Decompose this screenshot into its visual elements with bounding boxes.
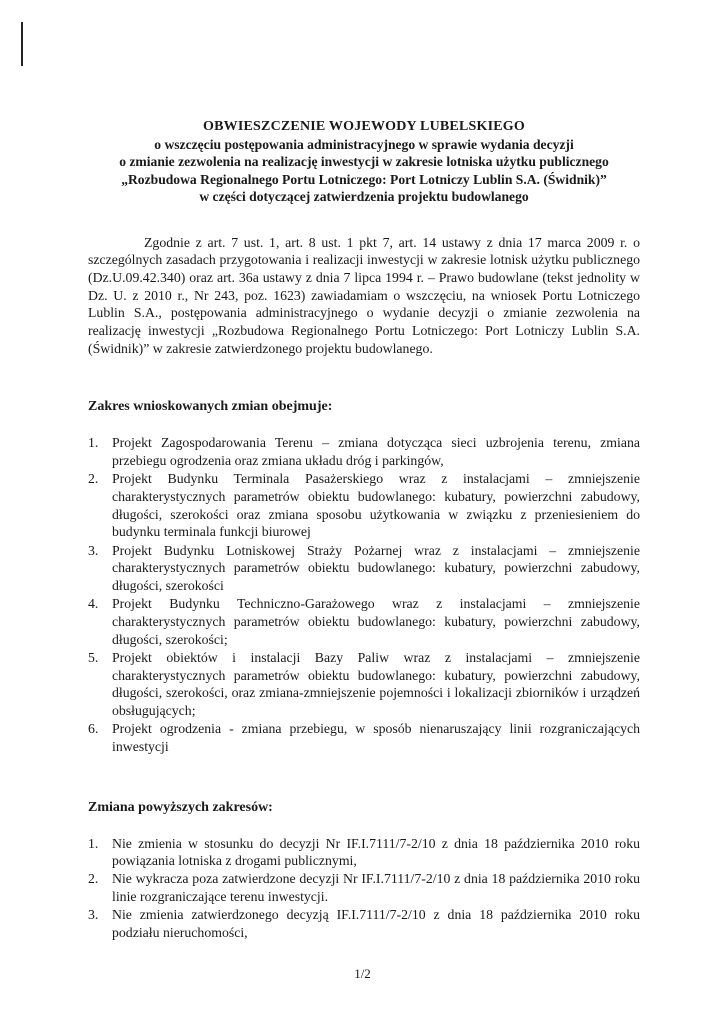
changes-heading: Zmiana powyższych zakresów: bbox=[88, 799, 273, 815]
list-text: Nie zmienia w stosunku do decyzji Nr IF.I.7111/7-2/10 z dnia 18 października 2010 roku powiązania lotniska z drogami publicznymi, bbox=[112, 835, 640, 869]
list-text: Projekt Budynku Lotniskowej Straży Pożarnej wraz z instalacjami – zmniejszenie charakterystycznych parametrów obiektu budowlanego: kubatury, powierzchni zabudowy, długości, szerokości bbox=[112, 542, 640, 594]
list-item bbox=[88, 595, 640, 648]
list-text: Projekt ogrodzenia - zmiana przebiegu, w sposób nienaruszający linii rozgraniczających inwestycji bbox=[112, 721, 640, 754]
subtitle-line-2: o zmianie zezwolenia na realizację inwestycji w zakresie lotniska użytku publicznego bbox=[119, 154, 609, 169]
list-number: 4. bbox=[88, 596, 99, 612]
title-block bbox=[88, 118, 640, 206]
list-number: 3. bbox=[88, 542, 99, 558]
scope-list bbox=[88, 434, 640, 755]
list-number: 6. bbox=[88, 721, 99, 737]
list-item bbox=[88, 542, 640, 595]
intro-paragraph: Zgodnie z art. 7 ust. 1, art. 8 ust. 1 pkt 7, art. 14 ustawy z dnia 17 marca 2009 r. o szczególnych zasadach przygotowania i realizacji inwestycji w zakresie lotnisk użytku publicznego (Dz.U.09.42.340) oraz art. 36a ustawy z dnia 7 lipca 1994 r. – Prawo budowlane (tekst jednolity w Dz. U. z 2010 r., Nr 243, poz. 1623) zawiadamiam o wszczęciu, na wniosek Portu Lotniczego Lublin S.A., postępowania administracyjnego o wydanie decyzji o zmianie zezwolenia na realizację inwestycji „Rozbudowa Regionalnego Portu Lotniczego: Port Lotniczy Lublin S.A. (Świdnik)” w zakresie zatwierdzonego projektu budowlanego. bbox=[88, 234, 640, 356]
scan-edge-mark bbox=[21, 22, 23, 66]
changes-list bbox=[88, 835, 640, 942]
document-page bbox=[88, 118, 640, 942]
list-text: Nie zmienia zatwierdzonego decyzją IF.I.7111/7-2/10 z dnia 18 października 2010 roku podziału nieruchomości, bbox=[112, 907, 640, 941]
scope-heading: Zakres wnioskowanych zmian obejmuje: bbox=[88, 399, 333, 415]
subtitle-line-1: o wszczęciu postępowania administracyjnego w sprawie wydania decyzji bbox=[154, 136, 574, 152]
list-text: Projekt obiektów i instalacji Bazy Paliw wraz z instalacjami – zmniejszenie charakterystycznych parametrów obiektu budowlanego: kubatury, powierzchni zabudowy, długości, szerokości, oraz zmiana-zmniejszenie pojemności i lokalizacji zbiorników i urządzeń obsługujących; bbox=[112, 649, 640, 718]
list-number: 2. bbox=[88, 471, 99, 487]
list-item bbox=[88, 434, 640, 469]
list-number: 5. bbox=[88, 649, 99, 665]
list-item bbox=[88, 835, 640, 870]
list-item bbox=[88, 906, 640, 941]
subtitle-line-4: w części dotyczącej zatwierdzenia projektu budowlanego bbox=[199, 189, 529, 204]
list-number: 1. bbox=[88, 835, 99, 851]
list-number: 1. bbox=[88, 435, 99, 451]
list-item bbox=[88, 720, 640, 755]
list-text: Projekt Zagospodarowania Terenu – zmiana dotycząca sieci uzbrojenia terenu, zmiana przebiegu ogrodzenia oraz zmiana układu dróg i parkingów, bbox=[112, 435, 640, 469]
list-text: Projekt Budynku Terminala Pasażerskiego wraz z instalacjami – zmniejszenie charakterystycznych parametrów obiektu budowlanego: kubatury, powierzchni zabudowy, długości, szerokości oraz zmiana sposobu użytkowania w związku z przeniesieniem do budynku terminala funkcji biurowej bbox=[112, 471, 640, 540]
list-item bbox=[88, 649, 640, 720]
page-number: 1/2 bbox=[354, 966, 371, 981]
list-item bbox=[88, 470, 640, 541]
list-number: 3. bbox=[88, 907, 99, 923]
subtitle-line-3: „Rozbudowa Regionalnego Portu Lotniczego: Port Lotniczy Lublin S.A. (Świdnik)” bbox=[121, 171, 607, 187]
list-text: Projekt Budynku Techniczno-Garażowego wraz z instalacjami – zmniejszenie charakterystycznych parametrów obiektu budowlanego: kubatury, powierzchni zabudowy, długości, szerokości; bbox=[112, 596, 640, 647]
document-title: OBWIESZCZENIE WOJEWODY LUBELSKIEGO bbox=[203, 119, 525, 134]
list-item bbox=[88, 870, 640, 905]
list-text: Nie wykracza poza zatwierdzone decyzji Nr IF.I.7111/7-2/10 z dnia 18 października 2010 roku linie rozgraniczające terenu inwestycji. bbox=[112, 871, 640, 905]
list-number: 2. bbox=[88, 871, 99, 887]
